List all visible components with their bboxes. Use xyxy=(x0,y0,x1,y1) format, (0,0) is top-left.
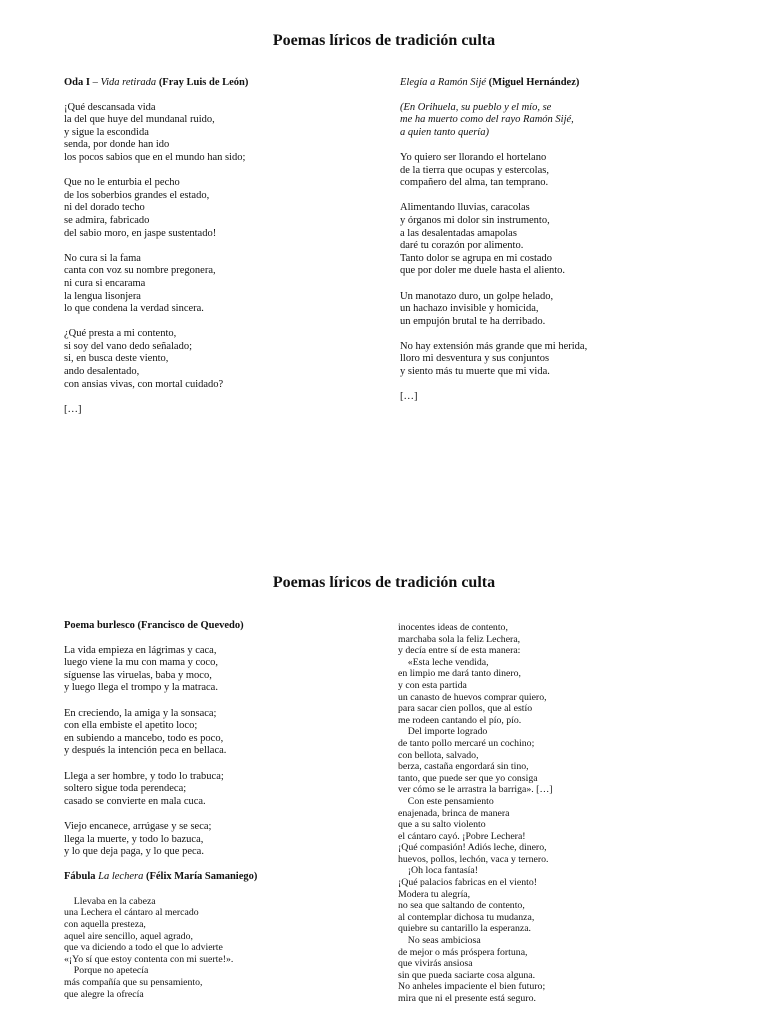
poem-line: huevos, pollos, lechón, vaca y ternero. xyxy=(398,853,549,865)
poem-line: si soy del vano dedo señalado; xyxy=(64,340,193,352)
poem-stanza xyxy=(64,771,384,809)
poem-heading-lead: Oda I xyxy=(64,77,90,88)
poem-line: sin que pueda saciarte cosa alguna. xyxy=(398,969,536,981)
poem-line: Modera tu alegría, xyxy=(398,888,471,900)
poem-line: No seas ambiciosa xyxy=(398,935,481,947)
poem-line: y órganos mi dolor sin instrumento, xyxy=(400,214,550,226)
poem-heading-dash: – xyxy=(89,77,101,88)
poem-stanza xyxy=(64,177,384,240)
poem-line: […] xyxy=(64,403,82,415)
poem-line: tanto, que puede ser que yo consiga xyxy=(398,772,538,784)
poem-line: en subiendo a mancebo, todo es poco, xyxy=(64,732,224,744)
poem-line: si, en busca deste viento, xyxy=(64,353,169,365)
poem-line: soltero sigue toda perendeca; xyxy=(64,783,187,795)
poem-line: de la tierra que ocupas y estercolas, xyxy=(400,164,549,176)
poem-line: mira que ni el presente está seguro. xyxy=(398,993,536,1004)
poem-line: a las desalentadas amapolas xyxy=(400,227,517,239)
poem-line: ver cómo se le arrastra la barriga». […] xyxy=(398,784,553,796)
poem-line: me rodeen cantando el pío, pío. xyxy=(398,714,522,726)
poem-line: luego viene la mu con mama y coco, xyxy=(64,657,218,669)
poem-line: al contemplar dichosa tu mudanza, xyxy=(398,911,535,923)
poem-stanza xyxy=(64,404,384,417)
poem-line: que a su salto violento xyxy=(398,819,486,831)
poem-line: aquel aire sencillo, aquel agrado, xyxy=(64,930,193,942)
poem-line: los pocos sabios que en el mundo han sido; xyxy=(64,151,246,163)
poem-line: de tanto pollo mercaré un cochino; xyxy=(398,737,535,749)
poem-line: que por doler me duele hasta el aliento. xyxy=(400,265,566,277)
poem-heading xyxy=(64,620,384,633)
poem-line: y luego llega el trompo y la matraca. xyxy=(64,682,218,694)
poem-oda-i xyxy=(64,77,384,429)
poem-body xyxy=(64,645,384,859)
poem-elegia xyxy=(400,77,720,416)
poem-line: casado se convierte en mala cuca. xyxy=(64,795,206,807)
poem-heading-author: (Félix María Samaniego) xyxy=(143,871,258,883)
poem-heading-author: (Miguel Hernández) xyxy=(486,77,580,88)
poem-line: En creciendo, la amiga y la sonsaca; xyxy=(64,707,217,719)
poem-stanza xyxy=(64,102,384,165)
poem-line: (En Orihuela, su pueblo y el mío, se xyxy=(400,101,552,113)
poem-heading-italic: Vida retirada xyxy=(100,77,157,88)
poem-line: ¡Qué palacios fabricas en el viento! xyxy=(398,877,537,889)
poem-line: no sea que saltando de contento, xyxy=(398,900,525,912)
poem-line: la del que huye del mundanal ruido, xyxy=(64,114,215,126)
poem-burlesco xyxy=(64,620,384,1000)
poem-body xyxy=(400,152,720,404)
poem-heading-lead: Poema burlesco xyxy=(64,620,135,631)
poem-line: se admira, fabricado xyxy=(64,214,150,226)
poem-stanza xyxy=(400,202,720,278)
poem-line: y lo que deja paga, y lo que peca. xyxy=(64,846,204,858)
poem-heading-lead: Fábula xyxy=(64,871,96,883)
poem-line: berza, castaña engordará sin tino, xyxy=(398,761,529,773)
poem-line: y siento más tu muerte que mi vida. xyxy=(400,366,550,378)
poem-dedication xyxy=(400,102,720,140)
section-title-1: Poemas líricos de tradición culta xyxy=(272,32,496,49)
poem-line: con bellota, salvado, xyxy=(398,749,479,761)
poem-fabula-continuation xyxy=(398,622,728,1005)
poem-line: en limpio me dará tanto dinero, xyxy=(398,668,521,680)
poem-line: ¿Qué presta a mi contento, xyxy=(64,328,177,340)
poem-line: llega la muerte, y todo lo bazuca, xyxy=(64,833,204,845)
poem-stanza xyxy=(64,708,384,758)
section-title-2: Poemas líricos de tradición culta xyxy=(272,574,496,591)
poem-heading-author: (Francisco de Quevedo) xyxy=(134,620,244,631)
poem-stanza xyxy=(64,253,384,316)
poem-stanza xyxy=(64,821,384,859)
poem-stanza xyxy=(400,291,720,329)
poem-line: la lengua lisonjera xyxy=(64,290,141,302)
poem-heading-author: (Fray Luis de León) xyxy=(156,77,249,88)
poem-stanza xyxy=(400,391,720,404)
poem-line: lloro mi desventura y sus conjuntos xyxy=(400,353,550,365)
poem-line: un empujón brutal te ha derribado. xyxy=(400,315,546,327)
poem-line: y después la intención peca en bellaca. xyxy=(64,745,227,757)
poem-line: Tanto dolor se agrupa en mi costado xyxy=(400,252,553,264)
poem-line: […] xyxy=(400,391,418,403)
poem-line: ¡Qué descansada vida xyxy=(64,101,156,113)
poem-line: con aquella presteza, xyxy=(64,919,146,931)
poem-line: Llevaba en la cabeza xyxy=(64,895,156,907)
poem-line: quiebre su cantarillo la esperanza. xyxy=(398,923,532,935)
poem-line: senda, por donde han ido xyxy=(64,139,170,151)
poem-heading-italic: La lechera xyxy=(98,871,144,883)
poem-line: No cura si la fama xyxy=(64,252,141,264)
poem-line: compañero del alma, tan temprano. xyxy=(400,177,549,189)
poem-line: «Esta leche vendida, xyxy=(398,656,489,668)
poem-line: de mejor o más próspera fortuna, xyxy=(398,946,528,958)
poem-line: Porque no apetecía xyxy=(64,965,149,977)
poem-line: y sigue la escondida xyxy=(64,126,149,138)
poem-heading xyxy=(64,77,384,90)
poem-line: ¡Oh loca fantasía! xyxy=(398,865,478,877)
poem-body-fabula-left xyxy=(64,896,384,1000)
poem-line: y con esta partida xyxy=(398,679,467,691)
poem-line: me ha muerto como del rayo Ramón Sijé, xyxy=(400,114,574,126)
poem-body xyxy=(64,102,384,417)
poem-line: de los soberbios grandes el estado, xyxy=(64,189,210,201)
poem-line: Un manotazo duro, un golpe helado, xyxy=(400,290,554,302)
poem-line: con ella embiste el apetito loco; xyxy=(64,720,198,732)
poem-line: daré tu corazón por alimento. xyxy=(400,240,524,252)
poem-line: Viejo encanece, arrúgase y se seca; xyxy=(64,820,212,832)
poem-line: Alimentando lluvias, caracolas xyxy=(400,202,530,214)
poem-line: una Lechera el cántaro al mercado xyxy=(64,907,199,919)
poem-line: marchaba sola la feliz Lechera, xyxy=(398,633,521,645)
poem-stanza xyxy=(64,645,384,695)
poem-heading-fabula xyxy=(64,871,384,884)
poem-heading xyxy=(400,77,720,90)
poem-line: No anheles impaciente el bien futuro; xyxy=(398,981,546,993)
poem-line: un hachazo invisible y homicida, xyxy=(400,303,539,315)
poem-line: Con este pensamiento xyxy=(398,795,494,807)
poem-line: y decía entre sí de esta manera: xyxy=(398,645,521,657)
poem-line: a quien tanto quería) xyxy=(400,126,489,138)
poem-line: «¡Yo sí que estoy contenta con mi suerte!». xyxy=(64,953,234,965)
poem-stanza xyxy=(64,328,384,391)
poem-line: ni del dorado techo xyxy=(64,202,145,214)
poem-line: ando desalentado, xyxy=(64,366,140,378)
poem-line: que va diciendo a todo el que lo advierte xyxy=(64,942,223,954)
poem-line: Del importe logrado xyxy=(398,726,488,738)
poem-line: síguense las viruelas, baba y moco, xyxy=(64,669,212,681)
poem-line: ni cura si encarama xyxy=(64,277,146,289)
poem-line: No hay extensión más grande que mi herida, xyxy=(400,340,588,352)
poem-line: un canasto de huevos comprar quiero, xyxy=(398,691,547,703)
poem-line: el cántaro cayó. ¡Pobre Lechera! xyxy=(398,830,526,842)
poem-body-fabula-right xyxy=(398,622,728,1005)
poem-line: ¡Qué compasión! Adiós leche, dinero, xyxy=(398,842,547,854)
poem-line: Que no le enturbia el pecho xyxy=(64,177,180,189)
poem-line: inocentes ideas de contento, xyxy=(398,622,508,633)
poem-line: Yo quiero ser llorando el hortelano xyxy=(400,151,547,163)
poem-line: enajenada, brinca de manera xyxy=(398,807,510,819)
poem-stanza xyxy=(400,341,720,379)
poem-line: lo que condena la verdad sincera. xyxy=(64,303,204,315)
poem-line: que vivirás ansiosa xyxy=(398,958,473,970)
poem-heading-italic: Elegía a Ramón Sijé xyxy=(400,77,487,88)
poem-line: con ansias vivas, con mortal cuidado? xyxy=(64,378,224,390)
poem-line: Llega a ser hombre, y todo lo trabuca; xyxy=(64,770,224,782)
poem-line: del sabio moro, en jaspe sustentado! xyxy=(64,227,217,239)
poem-line: para sacar cien pollos, que al estío xyxy=(398,703,533,715)
poem-line: más compañía que su pensamiento, xyxy=(64,977,203,989)
poem-line: que alegre la ofrecía xyxy=(64,988,144,1000)
poem-line: canta con voz su nombre pregonera, xyxy=(64,265,216,277)
poem-stanza xyxy=(400,152,720,190)
poem-line: La vida empieza en lágrimas y caca, xyxy=(64,644,217,656)
